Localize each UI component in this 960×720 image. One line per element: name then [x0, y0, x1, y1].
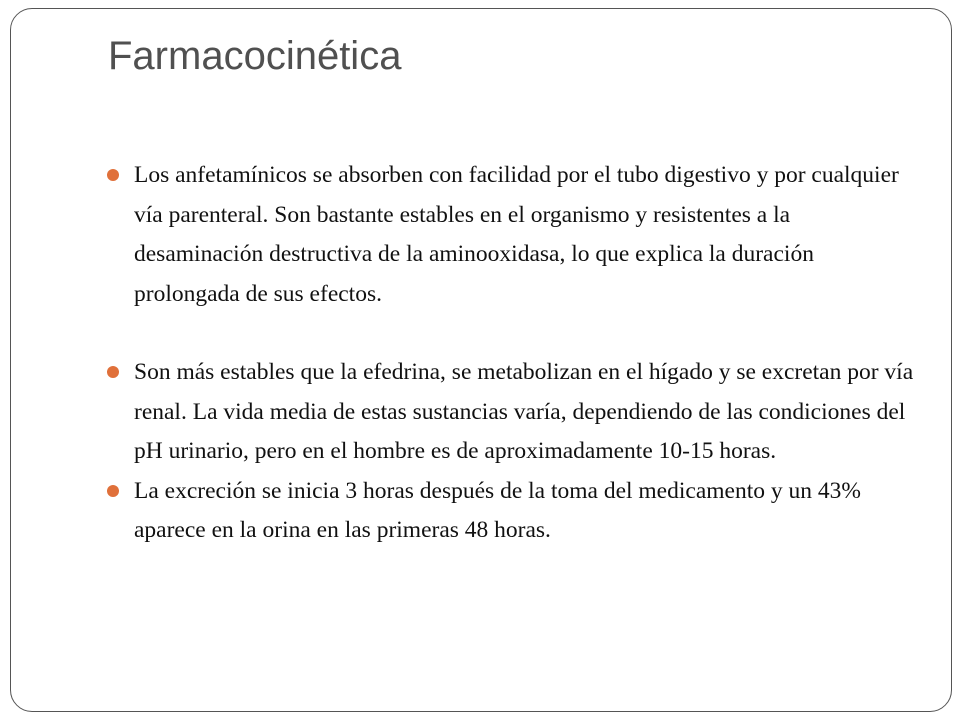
- bullet-text: Son más estables que la efedrina, se metabolizan en el hígado y se excretan por vía renal. La vida media de estas sustancias varía, dependiendo de las condiciones del pH urinario, pero en el hombre es de aproximadamente 10-15 horas.: [134, 359, 914, 464]
- bullet-text: La excreción se inicia 3 horas después de la toma del medicamento y un 43% aparece en la orina en las primeras 48 horas.: [134, 477, 861, 543]
- bullet-item-3: [104, 472, 916, 551]
- bullet-text: Los anfetamínicos se absorben con facilidad por el tubo digestivo y por cualquier vía parenteral. Son bastante estables en el organismo y resistentes a la desaminación destructiva de la aminooxidasa, lo que explica la duración prolongada de sus efectos.: [134, 162, 899, 307]
- bullet-dot-icon: [107, 169, 119, 181]
- bullet-item-2: [104, 353, 916, 472]
- bullet-list: [104, 156, 916, 551]
- bullet-item-1: [104, 156, 916, 314]
- bullet-dot-icon: [107, 366, 119, 378]
- bullet-dot-icon: [107, 485, 119, 497]
- slide-title: Farmacocinética: [108, 34, 402, 78]
